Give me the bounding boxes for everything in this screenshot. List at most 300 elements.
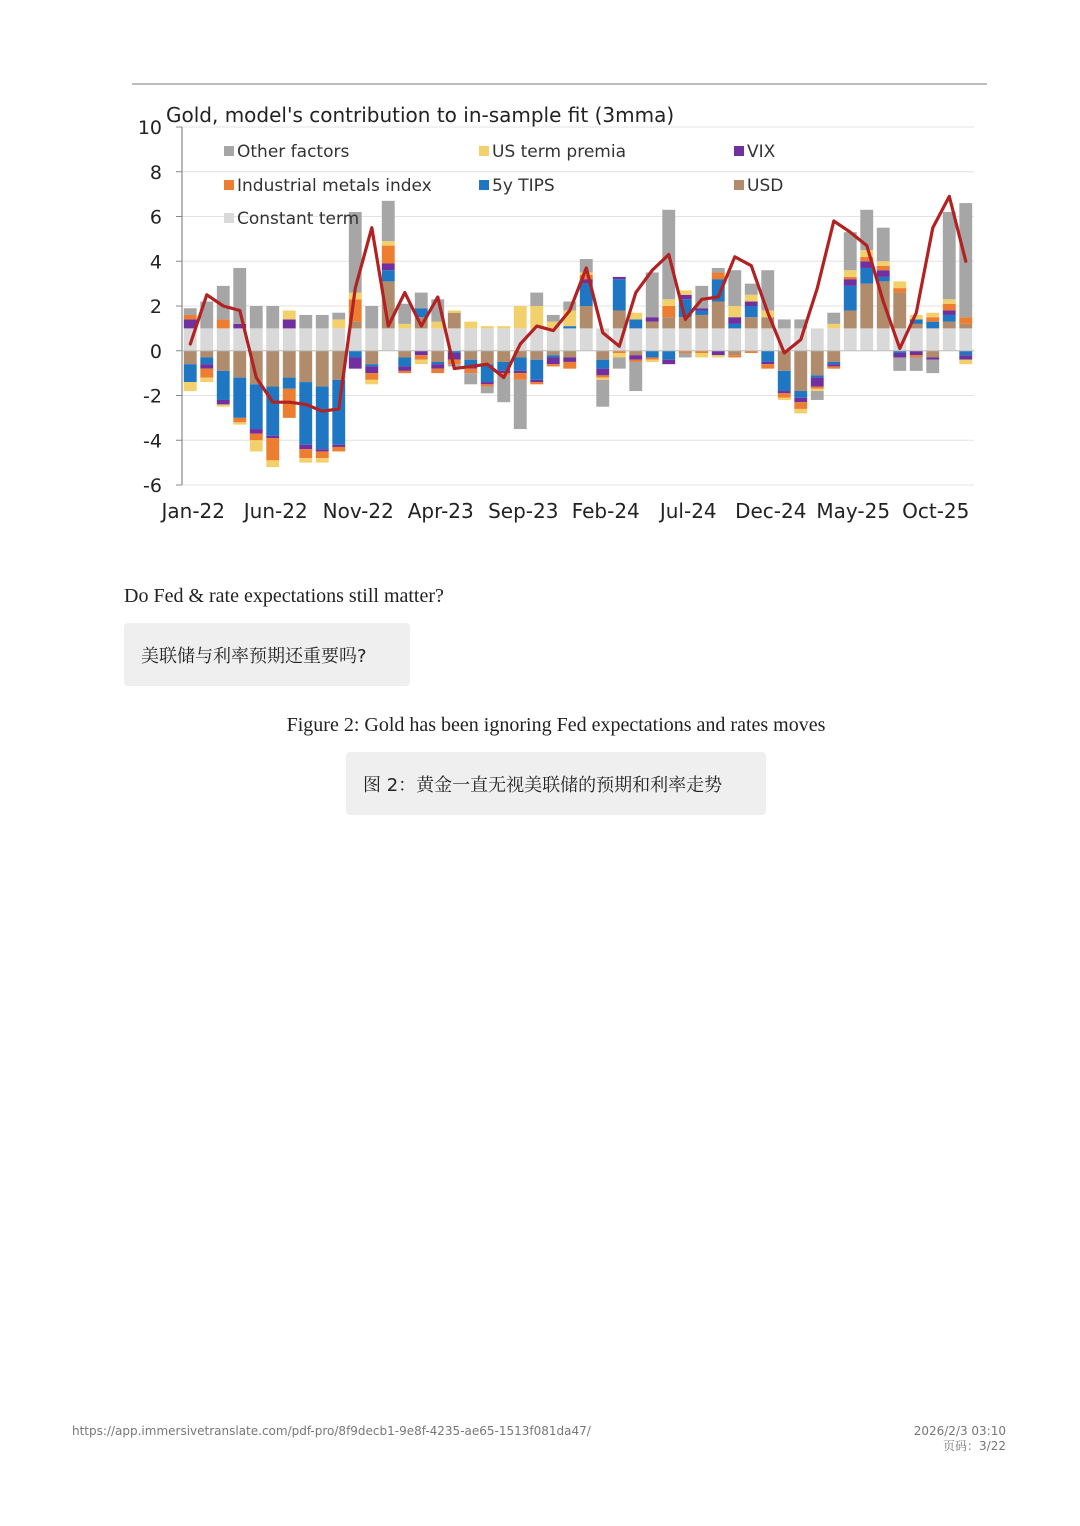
footer-page-number: 页码：3/22 (943, 1439, 1006, 1453)
bar-segment-other (910, 357, 923, 370)
bar-segment-const (910, 328, 923, 350)
bar-segment-tips (382, 270, 395, 281)
bar-segment-tips (200, 357, 213, 364)
x-tick-label: Jul-24 (659, 499, 717, 523)
x-tick-label: Nov-22 (322, 499, 394, 523)
footer-url: https://app.immersivetranslate.com/pdf-pro/8f9decb1-9e8f-4235-ae65-1513f081da47/ (72, 1424, 591, 1438)
bar-segment-tips (794, 391, 807, 398)
bar-segment-tips (299, 382, 312, 445)
bar-segment-vix (959, 355, 972, 359)
bar-segment-vix (332, 445, 345, 447)
bar-segment-const (662, 328, 675, 350)
bar-segment-other (481, 387, 494, 394)
bar-segment-term (629, 313, 642, 320)
bar-segment-term (811, 389, 824, 391)
bar-segment-term (497, 326, 510, 328)
legend-swatch-term (479, 146, 489, 156)
bar-segment-metals (712, 272, 725, 279)
bar-segment-const (827, 328, 840, 350)
bar-segment-term (464, 322, 477, 329)
bar-segment-term (283, 310, 296, 319)
figure-caption: Figure 2: Gold has been ignoring Fed expectations and rates moves (286, 714, 826, 736)
bar-segment-usd (827, 351, 840, 362)
bar-segment-const (382, 328, 395, 350)
bar-segment-metals (596, 375, 609, 377)
bar-segment-usd (266, 351, 279, 387)
bar-segment-vix (563, 357, 576, 361)
bar-segment-const (761, 328, 774, 350)
bar-segment-metals (827, 366, 840, 368)
legend-label-other: Other factors (237, 142, 350, 162)
x-tick-label: Sep-23 (488, 499, 559, 523)
y-tick-label: -4 (143, 430, 162, 453)
bar-segment-tips (695, 310, 708, 314)
bar-segment-term (382, 241, 395, 245)
bar-segment-other (316, 315, 329, 328)
bar-segment-usd (811, 351, 824, 376)
y-tick-label: 2 (149, 296, 162, 318)
x-tick-label: Dec-24 (735, 499, 807, 523)
bar-segment-other (926, 360, 939, 373)
bar-segment-other (299, 315, 312, 328)
legend-label-term: US term premia (492, 142, 626, 162)
bar-segment-term (596, 378, 609, 380)
bar-segment-const (217, 328, 230, 350)
bar-segment-other (596, 380, 609, 407)
bar-segment-tips (596, 360, 609, 369)
bar-segment-usd (596, 351, 609, 360)
bar-segment-term (712, 355, 725, 357)
bar-segment-const (332, 328, 345, 350)
section-heading: Do Fed & rate expectations still matter? (124, 585, 444, 607)
bar-segment-tips (761, 351, 774, 362)
bar-segment-tips (514, 357, 527, 370)
bar-segment-metals (844, 277, 857, 279)
bar-segment-usd (646, 322, 659, 329)
bar-segment-const (398, 328, 411, 350)
bar-segment-metals (233, 418, 246, 422)
bar-segment-usd (316, 351, 329, 387)
bar-segment-metals (646, 357, 659, 359)
bar-segment-const (365, 328, 378, 350)
bar-segment-metals (629, 360, 642, 362)
bar-segment-metals (943, 304, 956, 311)
y-tick-label: 6 (149, 206, 162, 229)
bar-segment-vix (761, 362, 774, 364)
bar-segment-vix (794, 398, 807, 402)
bar-segment-usd (893, 293, 906, 329)
caption-translation-box[interactable] (346, 752, 766, 815)
chart-title: Gold, model's contribution to in-sample fit (3mma) (166, 103, 675, 127)
bar-segment-const (629, 328, 642, 350)
bar-segment-const (481, 328, 494, 350)
bar-segment-metals (200, 369, 213, 378)
bar-segment-vix (646, 317, 659, 321)
y-tick-label: -2 (143, 385, 162, 408)
bar-segment-term (695, 353, 708, 357)
bar-segment-const (959, 328, 972, 350)
bar-segment-vix (299, 445, 312, 449)
bar-segment-term (959, 360, 972, 364)
bar-segment-vix (877, 270, 890, 277)
bar-segment-metals (250, 434, 263, 441)
bar-segment-term (415, 360, 428, 364)
bar-segment-metals (778, 393, 791, 397)
bar-segment-metals (794, 402, 807, 409)
bar-segment-vix (431, 364, 444, 368)
bar-segment-term (481, 326, 494, 328)
bar-segment-usd (712, 302, 725, 329)
bar-segment-other (613, 357, 626, 368)
bar-segment-usd (464, 351, 477, 360)
bar-segment-tips (646, 351, 659, 358)
bar-segment-usd (448, 313, 461, 329)
bar-segment-usd (662, 317, 675, 328)
legend-swatch-tips (479, 180, 489, 190)
bar-segment-usd (530, 351, 543, 360)
legend-swatch-metals (224, 180, 234, 190)
bar-segment-vix (316, 449, 329, 451)
bar-segment-const (299, 328, 312, 350)
y-tick-label: 0 (149, 340, 162, 363)
bar-segment-tips (547, 355, 560, 357)
bar-segment-metals (893, 288, 906, 292)
bar-segment-other (712, 268, 725, 272)
bar-segment-metals (910, 355, 923, 357)
bar-segment-usd (497, 351, 510, 362)
bar-segment-const (695, 328, 708, 350)
bar-segment-usd (200, 351, 213, 358)
bar-segment-term (679, 290, 692, 294)
bar-segment-tips (860, 268, 873, 284)
bar-segment-tips (613, 279, 626, 310)
bar-segment-const (844, 328, 857, 350)
bar-segment-term (844, 270, 857, 277)
bar-segment-tips (926, 322, 939, 329)
bar-segment-usd (547, 351, 560, 355)
bar-segment-term (200, 378, 213, 382)
bar-segment-vix (349, 357, 362, 368)
x-tick-label: Apr-23 (407, 499, 474, 523)
bar-segment-metals (266, 438, 279, 460)
bar-segment-vix (382, 263, 395, 270)
bar-segment-tips (943, 315, 956, 322)
bar-segment-vix (844, 279, 857, 286)
bar-segment-metals (382, 246, 395, 264)
bar-segment-other (547, 315, 560, 322)
bar-segment-term (646, 360, 659, 362)
bar-segment-metals (464, 369, 477, 373)
bar-segment-metals (217, 319, 230, 328)
legend-label-tips: 5y TIPS (492, 176, 555, 196)
legend-label-vix: VIX (747, 142, 776, 162)
bar-segment-tips (563, 326, 576, 328)
bar-segment-tips (959, 351, 972, 355)
bar-segment-const (266, 328, 279, 350)
bar-segment-vix (712, 351, 725, 355)
bar-segment-const (580, 328, 593, 350)
bar-segment-const (250, 328, 263, 350)
bar-segment-tips (365, 364, 378, 366)
bar-segment-const (464, 328, 477, 350)
bar-segment-other (398, 304, 411, 324)
gold-contribution-chart (132, 80, 992, 540)
bar-segment-term (778, 398, 791, 400)
legend-swatch-other (224, 146, 234, 156)
chart-canvas (132, 80, 992, 540)
y-tick-label: 4 (149, 251, 162, 274)
bar-segment-vix (250, 429, 263, 433)
bar-segment-other (827, 313, 840, 324)
bar-segment-tips (250, 384, 263, 429)
bar-segment-metals (415, 355, 428, 359)
bar-segment-const (712, 328, 725, 350)
bar-segment-const (728, 328, 741, 350)
bar-segment-metals (728, 355, 741, 357)
bar-segment-vix (613, 277, 626, 279)
bar-segment-tips (283, 378, 296, 389)
bar-segment-other (464, 373, 477, 384)
bar-segment-metals (563, 362, 576, 369)
bar-segment-usd (563, 351, 576, 358)
bar-segment-const (860, 328, 873, 350)
bar-segment-term (794, 409, 807, 413)
bar-segment-usd (233, 351, 246, 378)
bar-segment-vix (200, 364, 213, 368)
bar-segment-tips (827, 362, 840, 364)
bar-segment-term (365, 380, 378, 384)
bar-segment-usd (943, 322, 956, 329)
bar-segment-vix (596, 369, 609, 376)
bar-segment-vix (415, 351, 428, 355)
bar-segment-vix (662, 360, 675, 364)
bar-segment-other (679, 353, 692, 357)
bar-segment-vix (481, 382, 494, 384)
bar-segment-const (646, 328, 659, 350)
bar-segment-metals (481, 384, 494, 386)
bar-segment-term (184, 382, 197, 391)
bar-segment-term (926, 313, 939, 317)
bar-segment-term (448, 310, 461, 312)
bar-segment-vix (827, 364, 840, 366)
bar-segment-other (646, 272, 659, 317)
footer-meta (914, 1424, 1006, 1454)
bar-segment-vix (910, 351, 923, 355)
bar-segment-usd (794, 351, 807, 391)
bar-segment-usd (860, 284, 873, 329)
bar-segment-term (266, 460, 279, 467)
bar-segment-term (893, 281, 906, 288)
bar-segment-usd (217, 351, 230, 371)
bar-segment-const (745, 328, 758, 350)
x-tick-label: Jun-22 (243, 499, 308, 523)
bar-segment-metals (332, 447, 345, 451)
bar-segment-vix (695, 308, 708, 310)
bar-segment-usd (184, 351, 197, 364)
bar-segment-vix (811, 378, 824, 387)
bar-segment-other (943, 212, 956, 299)
bar-segment-tips (728, 324, 741, 328)
bar-segment-term (745, 295, 758, 302)
bar-segment-usd (926, 351, 939, 358)
bar-segment-tips (316, 387, 329, 450)
bar-segment-other (811, 391, 824, 400)
bar-segment-other (382, 201, 395, 241)
bar-segment-other (745, 284, 758, 295)
bar-segment-metals (547, 364, 560, 366)
bar-segment-vix (926, 357, 939, 359)
bar-segment-tips (778, 371, 791, 391)
bar-segment-vix (778, 391, 791, 393)
bar-segment-const (563, 328, 576, 350)
bar-segment-usd (728, 351, 741, 355)
bar-segment-metals (926, 317, 939, 321)
y-tick-label: 10 (137, 117, 162, 139)
bar-segment-metals (514, 373, 527, 380)
bar-segment-other (365, 306, 378, 328)
bar-segment-other (629, 362, 642, 391)
bar-segment-metals (316, 451, 329, 458)
x-tick-label: May-25 (816, 499, 891, 523)
bar-segment-term (217, 404, 230, 406)
bar-segment-other (893, 357, 906, 370)
bar-segment-metals (365, 373, 378, 380)
bar-segment-const (200, 328, 213, 350)
bar-segment-const (943, 328, 956, 350)
bar-segment-vix (629, 355, 642, 359)
bar-segment-other (497, 375, 510, 402)
bar-segment-other (332, 313, 345, 320)
bar-segment-vix (217, 400, 230, 404)
bar-segment-vix (283, 319, 296, 328)
bar-segment-other (514, 380, 527, 429)
bar-segment-tips (332, 380, 345, 445)
bar-segment-const (431, 328, 444, 350)
bar-segment-term (827, 324, 840, 328)
legend-swatch-vix (734, 146, 744, 156)
legend-swatch-usd (734, 180, 744, 190)
bar-segment-tips (745, 306, 758, 317)
y-tick-label: 8 (149, 161, 162, 184)
legend-label-const: Constant term (237, 209, 360, 229)
y-tick-label: -6 (143, 475, 162, 497)
bar-segment-tips (398, 357, 411, 366)
bar-segment-term (233, 422, 246, 424)
bar-segment-usd (481, 351, 494, 364)
x-tick-label: Jan-22 (161, 499, 225, 523)
footer-datetime: 2026/2/3 03:10 (913, 1424, 1006, 1438)
bar-segment-tips (844, 286, 857, 311)
bar-segment-metals (299, 449, 312, 458)
bar-segment-usd (844, 310, 857, 328)
bar-segment-tips (431, 362, 444, 364)
bar-segment-metals (959, 317, 972, 324)
bar-segment-other (266, 306, 279, 328)
bar-segment-const (926, 328, 939, 350)
bar-segment-vix (745, 302, 758, 306)
bar-segment-usd (959, 324, 972, 328)
bar-segment-metals (811, 387, 824, 389)
bar-segment-term (398, 324, 411, 328)
bar-segment-metals (761, 364, 774, 368)
bar-segment-vix (365, 366, 378, 373)
bar-segment-usd (283, 351, 296, 378)
bar-segment-tips (629, 319, 642, 328)
bar-segment-term (662, 299, 675, 306)
bar-segment-tips (217, 371, 230, 400)
bar-segment-term (514, 306, 527, 328)
bar-segment-const (811, 328, 824, 350)
bar-segment-const (679, 328, 692, 350)
bar-segment-usd (431, 351, 444, 362)
bar-segment-metals (530, 382, 543, 384)
bar-segment-usd (365, 351, 378, 364)
bar-segment-other (184, 308, 197, 315)
bar-segment-const (415, 328, 428, 350)
bar-segment-const (316, 328, 329, 350)
bar-segment-usd (613, 310, 626, 328)
x-tick-label: Feb-24 (571, 499, 640, 523)
bar-segment-tips (811, 375, 824, 377)
bar-segment-usd (695, 315, 708, 328)
bar-segment-term (332, 319, 345, 328)
bar-segment-vix (266, 436, 279, 438)
bar-segment-metals (184, 315, 197, 319)
bar-segment-vix (514, 371, 527, 373)
bar-segment-term (728, 306, 741, 317)
legend-swatch-const (224, 213, 234, 223)
bar-segment-metals (398, 371, 411, 373)
bar-segment-vix (547, 357, 560, 364)
bar-segment-tips (662, 351, 675, 360)
legend-label-usd: USD (747, 176, 784, 196)
bar-segment-term (943, 299, 956, 303)
bar-segment-usd (745, 317, 758, 328)
bar-segment-tips (233, 378, 246, 418)
bar-segment-term (299, 458, 312, 462)
bar-segment-vix (398, 366, 411, 370)
bar-segment-other (250, 306, 263, 328)
caption-translation-text: 图 2：黄金一直无视美联储的预期和利率走势 (363, 774, 723, 796)
bar-segment-usd (299, 351, 312, 382)
bar-segment-usd (580, 306, 593, 328)
heading-translation-box[interactable] (124, 623, 410, 686)
bar-segment-const (497, 328, 510, 350)
bar-segment-metals (431, 369, 444, 373)
bar-segment-vix (728, 317, 741, 324)
bar-segment-const (283, 328, 296, 350)
bar-segment-other (877, 228, 890, 262)
bar-segment-other (728, 270, 741, 306)
heading-translation-text: 美联储与利率预期还重要吗? (141, 645, 367, 667)
bar-segment-usd (629, 351, 642, 355)
bar-segment-usd (398, 351, 411, 358)
bar-segment-other (530, 293, 543, 306)
bar-segment-metals (877, 266, 890, 270)
bar-segment-term (250, 440, 263, 451)
bar-segment-term (613, 353, 626, 357)
bar-segment-term (877, 261, 890, 265)
bar-segment-tips (530, 360, 543, 380)
bar-segment-metals (662, 306, 675, 317)
bar-segment-vix (530, 380, 543, 382)
bar-segment-other (415, 293, 428, 309)
legend-label-metals: Industrial metals index (237, 176, 432, 196)
bar-segment-tips (349, 351, 362, 358)
bar-segment-term (316, 458, 329, 462)
x-tick-label: Oct-25 (902, 499, 970, 523)
bar-segment-tips (184, 364, 197, 382)
